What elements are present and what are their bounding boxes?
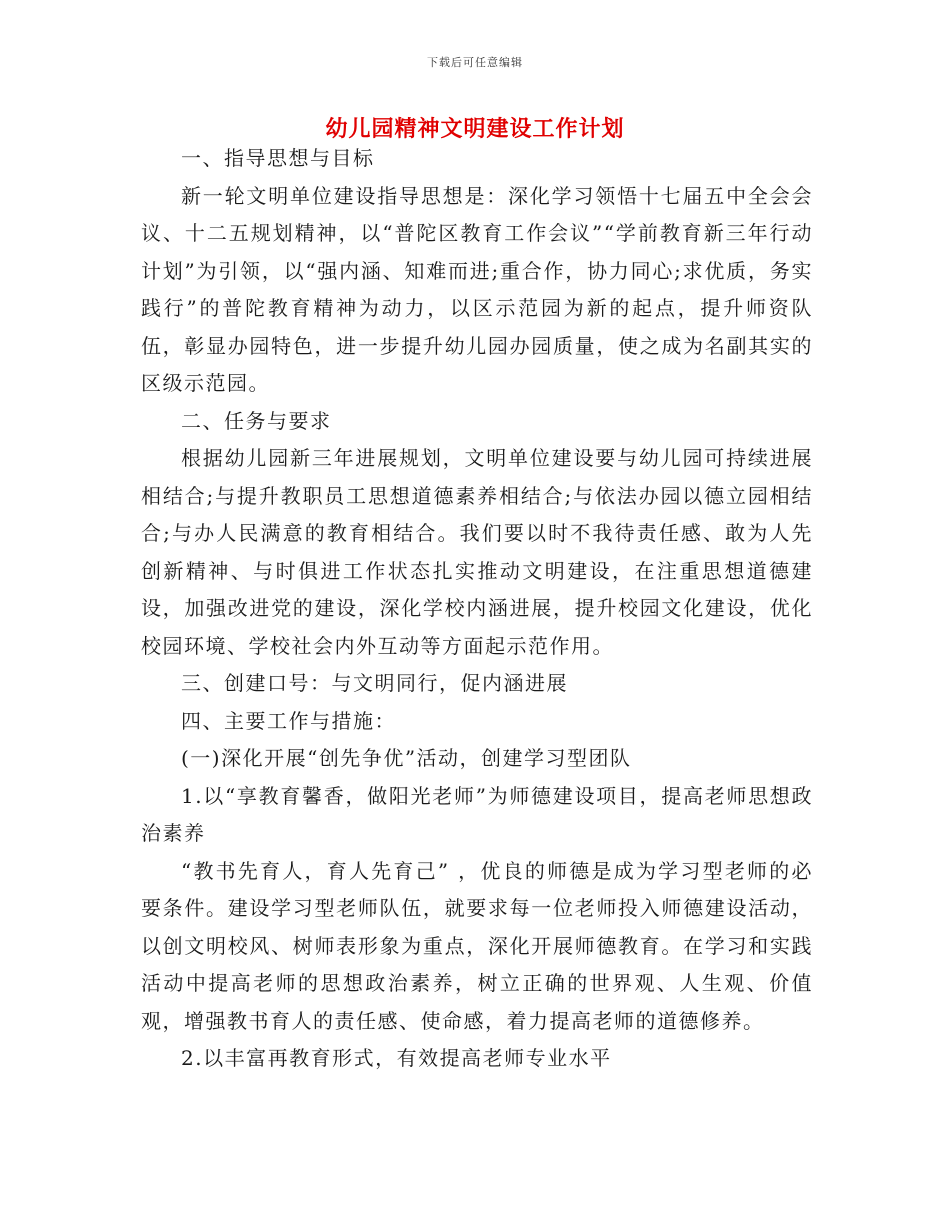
paragraph-teacher-ethics: “教书先育人，育人先育己” ，优良的师德是成为学习型老师的必要条件。建设学习型老师队伍，就要求每一位老师投入师德建设活动，以创文明校风、树师表形象为重点，深化开展师德教育。在学习和实践活动中提高老师的思想政治素养，树立正确的世界观、人生观、价值观，增强教书育人的责任感、使命感，着力提高老师的道德修养。 [141,858,813,1033]
section-heading-3: 三、创建口号：与文明同行，促内涵进展 [181,671,568,695]
paragraph-guiding-thought: 新一轮文明单位建设指导思想是：深化学习领悟十七届五中全会会议、十二五规划精神，以“普陀区教育工作会议”“学前教育新三年行动计划”为引领，以“强内涵、知难而进;重合作，协力同心;求优质，务实践行”的普陀教育精神为动力，以区示范园为新的起点，提升师资队伍，彰显办园特色，进一步提升幼儿园办园质量，使之成为名副其实的区级示范园。 [141,183,813,395]
paragraph-tasks: 根据幼儿园新三年进展规划，文明单位建设要与幼儿园可持续进展相结合;与提升教职员工思想道德素养相结合;与依法办园以德立园相结合;与办人民满意的教育相结合。我们要以时不我待责任感、敢为人先创新精神、与时俱进工作状态扎实推动文明建设，在注重思想道德建设，加强改进党的建设，深化学校内涵进展，提升校园文化建设，优化校园环境、学校社会内外互动等方面起示范作用。 [141,446,813,658]
item-heading-2: 2.以丰富再教育形式，有效提高老师专业水平 [181,1046,612,1070]
document-title: 幼儿园精神文明建设工作计划 [325,116,625,142]
document-body [141,140,813,1078]
item-heading-1: 1.以“享教育馨香，做阳光老师”为师德建设项目，提高老师思想政治素养 [141,783,813,845]
section-heading-2: 二、任务与要求 [181,408,332,433]
subsection-heading-1: (一)深化开展“创先争优”活动，创建学习型团队 [181,746,632,770]
header-note: 下载后可任意编辑 [427,56,523,69]
section-heading-4: 四、主要工作与措施： [181,708,396,733]
section-heading-1: 一、指导思想与目标 [181,146,375,170]
